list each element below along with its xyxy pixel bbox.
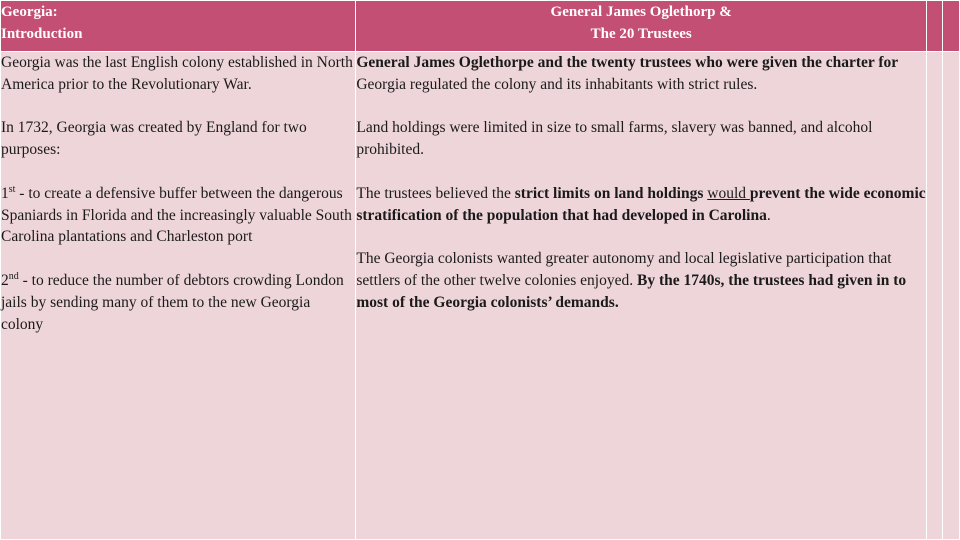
trustees-paragraph-3 [356, 183, 926, 227]
trustees-p3-e: . [766, 206, 771, 224]
intro-purpose-1 [1, 183, 355, 248]
intro-purpose-2 [1, 270, 355, 335]
header-row [1, 1, 960, 52]
trustees-p4-a: The Georgia colonists wanted greater autonomy and local legislative participation that settlers of the other twelve colonies enjoyed. [356, 250, 892, 289]
header-left-line2: Introduction [1, 26, 83, 42]
purpose-1-ordinal: st [8, 183, 16, 195]
purpose-1-number: 1 [1, 184, 9, 202]
header-right-line2: The 20 Trustees [590, 26, 692, 42]
header-right-cell [356, 1, 927, 52]
trustees-cell [356, 52, 927, 540]
purpose-2-ordinal: nd [8, 270, 19, 282]
intro-paragraph-2: In 1732, Georgia was created by England for two purposes: [1, 119, 307, 159]
body-empty-cell-2 [942, 52, 959, 540]
intro-paragraph-1: Georgia was the last English colony established in North America prior to the Revolutionary War. [1, 54, 353, 93]
body-empty-cell-1 [926, 52, 942, 540]
trustees-p3-underlined: would [707, 184, 750, 202]
trustees-p3-a: The trustees believed the [356, 184, 515, 202]
trustees-p4-b: By the 1740s, the trustees had given in to most of the Georgia colonists’ demands. [356, 271, 907, 311]
trustees-p3-d: prevent the wide economic stratification of the population that had developed in Carolina [356, 184, 926, 224]
trustees-p3-b: strict limits on land holdings [514, 184, 708, 202]
header-empty-cell-2 [942, 1, 959, 52]
trustees-p1-rest: Georgia regulated the colony and its inhabitants with strict rules. [356, 75, 758, 93]
introduction-cell [1, 52, 356, 540]
header-right-line1: General James Oglethorp & [550, 4, 732, 20]
header-left-line1: Georgia: [1, 4, 58, 20]
purpose-2-text: - to reduce the number of debtors crowding London jails by sending many of them to the new Georgia colony [1, 271, 344, 333]
purpose-1-text: - to create a defensive buffer between the dangerous Spaniards in Florida and the increasingly valuable South Carolina plantations and Charleston port [1, 184, 352, 246]
trustees-paragraph-4 [356, 248, 926, 313]
trustees-p1-bold: General James Oglethorpe and the twenty trustees who were given the charter for [356, 54, 899, 71]
header-empty-cell-1 [926, 1, 942, 52]
purpose-2-number: 2 [1, 271, 9, 289]
body-row [1, 52, 960, 540]
trustees-paragraph-1 [356, 52, 926, 96]
trustees-paragraph-2: Land holdings were limited in size to small farms, slavery was banned, and alcohol prohibited. [356, 119, 873, 159]
header-left-cell [1, 1, 356, 52]
